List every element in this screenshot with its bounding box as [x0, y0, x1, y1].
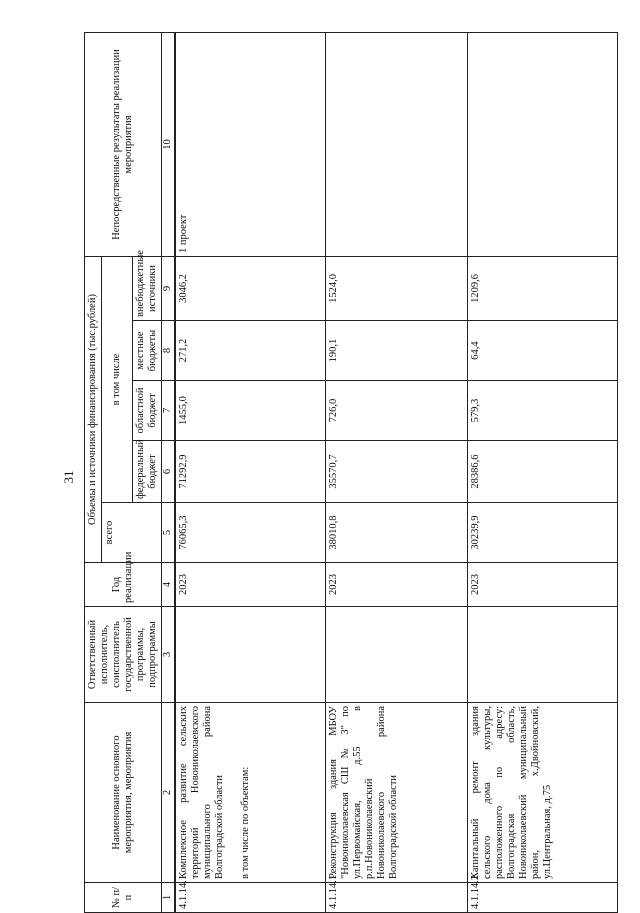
page-number: 31	[61, 470, 76, 484]
row-local: 64,4	[467, 321, 617, 381]
table-row	[467, 32, 617, 912]
col-num: 5	[162, 503, 176, 563]
header-incl-group: в том числе	[102, 256, 133, 502]
header-local: местные бюджеты	[133, 321, 162, 381]
header-name: Наименование основного мероприятия, мероприятия	[85, 703, 162, 883]
table-row	[175, 32, 325, 912]
col-num: 7	[162, 381, 176, 441]
row-result: 1 проект	[175, 32, 325, 256]
row-total: 30239,9	[467, 503, 617, 563]
row-result	[325, 32, 467, 256]
header-federal: федеральный бюджет	[133, 441, 162, 503]
header-extra: внебюджетные источники	[133, 256, 162, 320]
row-regional: 726,0	[325, 381, 467, 441]
row-extra: 1209,6	[467, 256, 617, 320]
row-sub-note: в том числе по объектам:	[240, 766, 251, 879]
row-number: 4.1.14.2.	[467, 883, 617, 913]
row-total: 76065,3	[175, 503, 325, 563]
row-extra: 3046,2	[175, 256, 325, 320]
column-number-row	[162, 32, 176, 912]
col-num: 9	[162, 256, 176, 320]
row-number: 4.1.14.1.	[325, 883, 467, 913]
row-year: 2023	[325, 563, 467, 607]
header-executor: Ответственный исполнитель, соисполнитель государственной программы, подпрограммы	[85, 607, 162, 703]
row-federal: 28386,6	[467, 441, 617, 503]
row-name: Реконструкция здания МБОУ "Новониколаевская СШ № 3" по ул.Первомайская, д.55 в р.п.Новониколаевский Новониколаевского района Волгоградской области	[325, 703, 467, 883]
header-regional: областной бюджет	[133, 381, 162, 441]
row-federal: 71292,9	[175, 441, 325, 503]
header-result: Непосредственные результаты реализации мероприятия	[85, 32, 162, 256]
col-num: 2	[162, 703, 176, 883]
row-number: 4.1.14.	[175, 883, 325, 913]
header-total: всего	[102, 503, 162, 563]
col-num: 1	[162, 883, 176, 913]
header-number: № п/п	[85, 883, 162, 913]
col-num: 8	[162, 321, 176, 381]
row-extra: 1524,0	[325, 256, 467, 320]
col-num: 3	[162, 607, 176, 703]
row-local: 271,2	[175, 321, 325, 381]
row-year: 2023	[175, 563, 325, 607]
row-executor	[175, 607, 325, 703]
row-name-text: Комплексное развитие сельских территорий Новониколаевского муниципального района Волгоградской области	[178, 706, 225, 879]
funding-table	[84, 32, 618, 913]
row-regional: 579,3	[467, 381, 617, 441]
table-row	[325, 32, 467, 912]
row-result	[467, 32, 617, 256]
row-name	[175, 703, 325, 883]
row-federal: 35570,7	[325, 441, 467, 503]
row-executor	[467, 607, 617, 703]
funding-table-sheet	[84, 33, 624, 913]
row-year: 2023	[467, 563, 617, 607]
row-executor	[325, 607, 467, 703]
row-local: 190,1	[325, 321, 467, 381]
col-num: 6	[162, 441, 176, 503]
col-num: 4	[162, 563, 176, 607]
row-name: Капитальный ремонт здания сельского дома культуры, расположенного по адресу: Волгоградская область, Новониколаевский муниципальный район, х.Двойновский, ул.Центральная, д.75	[467, 703, 617, 883]
row-total: 38010,8	[325, 503, 467, 563]
header-year: Год реализации	[85, 563, 162, 607]
header-funding-group: Объемы и источники финансирования (тыс.рублей)	[85, 256, 102, 562]
col-num: 10	[162, 32, 176, 256]
row-regional: 1455,0	[175, 381, 325, 441]
